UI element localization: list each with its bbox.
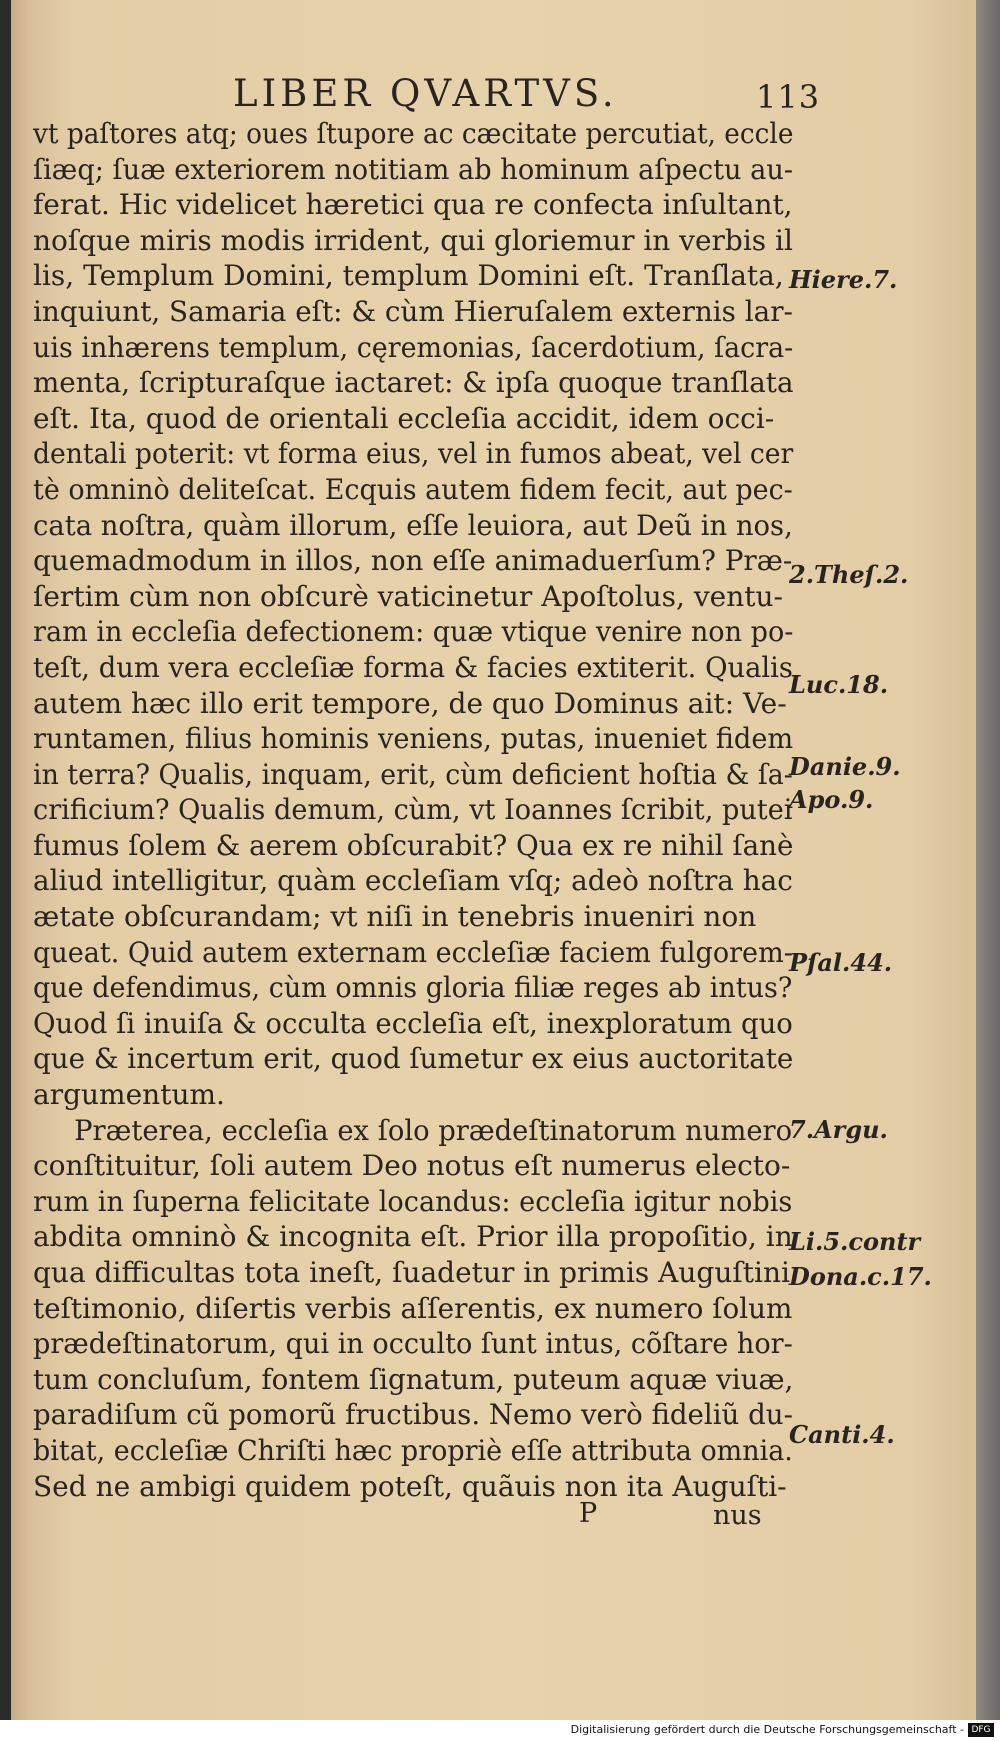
margin-note: Dona.c.17. — [789, 1262, 932, 1291]
margin-note: Canti.4. — [789, 1420, 895, 1449]
text-line: bitat, eccleſiæ Chriſti hæc propriè eſſe attributa omnia. — [33, 1433, 793, 1467]
footer-bar — [0, 1720, 1000, 1741]
text-line: autem hæc illo erit tempore, de quo Dominus ait: Ve- — [33, 686, 787, 720]
paragraph-start-line: Præterea, eccleſia ex ſolo prædeſtinatorum numero — [74, 1113, 793, 1147]
signature-mark: P — [579, 1498, 598, 1529]
text-line: eſt. Ita, quod de orientali eccleſia accidit, idem occi- — [33, 401, 775, 435]
text-line: ſertim cùm non obſcurè vaticinetur Apoſtolus, ventu- — [33, 579, 784, 613]
page-number: 113 — [756, 78, 821, 116]
text-line: cata noſtra, quàm illorum, eſſe leuiora, aut Deũ in nos, — [33, 508, 793, 542]
text-line: aliud intelligitur, quàm eccleſiam vſq; adeò noſtra hac — [33, 864, 793, 898]
text-line: uis inhærens templum, cęremonias, ſacerdotium, ſacra- — [33, 330, 794, 364]
text-line: in terra? Qualis, inquam, erit, cùm deficient hoſtia & ſa- — [33, 757, 793, 791]
text-line: teſt, dum vera eccleſiæ forma & facies extiterit. Qualis — [33, 650, 793, 684]
catchword: nus — [713, 1500, 762, 1531]
text-line: vt paſtores atq; oues ſtupore ac cæcitate percutiat, eccle — [33, 117, 794, 150]
text-line: que defendimus, cùm omnis gloria filiæ reges ab intus? — [33, 971, 793, 1005]
margin-note: Pſal.44. — [789, 948, 893, 977]
text-line: runtamen, filius hominis veniens, putas, inueniet fidem — [33, 722, 794, 756]
margin-note: Apo.9. — [789, 785, 874, 814]
text-line: menta, ſcripturaſque iactaret: & ipſa quoque tranſlata — [33, 366, 794, 400]
running-head: LIBER QVARTVS. — [233, 72, 618, 115]
footer-credit: Digitalisierung gefördert durch die Deutsche Forschungsgemeinschaft - — [570, 1723, 964, 1736]
text-line: ferat. Hic videlicet hæretici qua re confecta inſultant, — [33, 188, 793, 222]
text-line: lis, Templum Domini, templum Domini eſt. Tranſlata, — [33, 259, 784, 293]
margin-note: Li.5.contr — [789, 1227, 921, 1256]
text-line: crificium? Qualis demum, cùm, vt Ioannes ſcribit, putei — [33, 793, 793, 827]
text-line: que & incertum erit, quod ſumetur ex eius auctoritate — [33, 1042, 794, 1076]
text-line: quemadmodum in illos, non eſſe animaduerſum? Præ- — [33, 544, 793, 578]
text-line: tè omninò deliteſcat. Ecquis autem fidem fecit, aut pec- — [33, 472, 793, 506]
text-line: dentali poterit: vt forma eius, vel in fumos abeat, vel cer — [33, 437, 794, 471]
dfg-logo: DFG — [968, 1723, 994, 1737]
text-line: inquiunt, Samaria eſt: & cùm Hieruſalem externis lar- — [33, 294, 793, 328]
text-line: teſtimonio, diſertis verbis aſſerentis, ex numero ſolum — [33, 1291, 793, 1325]
text-line: ram in eccleſia defectionem: quæ vtique venire non po- — [33, 615, 794, 649]
text-line: conſtituitur, ſoli autem Deo notus eſt numerus electo- — [33, 1149, 791, 1183]
body-text — [33, 116, 793, 1504]
page-edge-shadow — [976, 0, 1000, 1720]
text-line: Quod ſi inuiſa & occulta eccleſia eſt, inexploratum quo — [33, 1006, 793, 1040]
text-line: ſiæq; ſuæ exteriorem notitiam ab hominum aſpectu au- — [33, 152, 794, 186]
text-line: rum in ſuperna felicitate locandus: eccleſia igitur nobis — [33, 1184, 793, 1218]
text-line: prædeſtinatorum, qui in occulto ſunt intus, cõſtare hor- — [33, 1327, 793, 1361]
text-line: abdita omninò & incognita eſt. Prior illa propoſitio, in — [33, 1220, 793, 1254]
text-line: ætate obſcurandam; vt niſi in tenebris inueniri non — [33, 900, 757, 934]
text-line: Sed ne ambigi quidem poteſt, quãuis non ita Auguſti- — [33, 1469, 787, 1503]
margin-note: Luc.18. — [789, 670, 889, 699]
text-line: noſque miris modis irrident, qui gloriemur in verbis il — [33, 223, 793, 257]
text-line: fumus ſolem & aerem obſcurabit? Qua ex re nihil ſanè — [33, 828, 794, 862]
text-line: argumentum. — [33, 1078, 225, 1112]
margin-note: Danie.9. — [789, 752, 901, 781]
margin-note: Hiere.7. — [789, 265, 898, 294]
text-line: queat. Quid autem externam eccleſiæ faciem fulgorem- — [33, 935, 793, 969]
margin-note: 2.Theſ.2. — [789, 560, 909, 589]
text-line: paradiſum cũ pomorũ fructibus. Nemo verò fideliũ du- — [33, 1398, 793, 1432]
book-gutter-shadow — [0, 0, 11, 1720]
book-page — [11, 0, 976, 1720]
margin-note: 7.Argu. — [789, 1115, 888, 1144]
text-line: tum concluſum, fontem ſignatum, puteum aquæ viuæ, — [33, 1362, 794, 1396]
text-line: qua difficultas tota ineſt, ſuadetur in primis Auguſtini — [33, 1256, 790, 1289]
